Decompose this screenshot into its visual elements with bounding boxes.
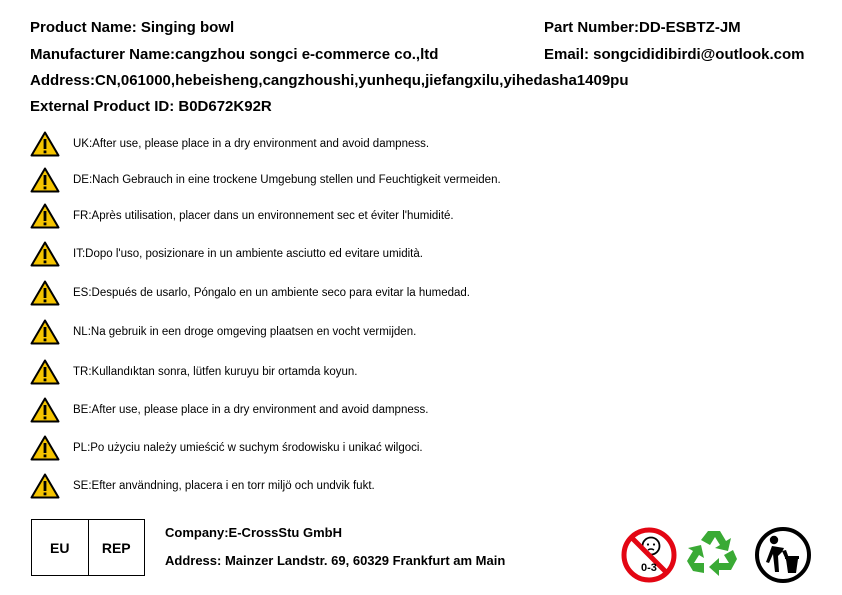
warning-triangle-icon <box>30 241 60 267</box>
warning-row <box>30 239 423 269</box>
warning-triangle-icon <box>30 167 60 193</box>
warning-triangle-icon <box>30 280 60 306</box>
warning-triangle-icon <box>30 131 60 157</box>
product-name: Product Name: Singing bowl <box>30 19 235 36</box>
warning-row <box>30 165 501 195</box>
warning-text: ES:Después de usarlo, Póngalo en un ambiente seco para evitar la humedad. <box>73 287 471 299</box>
eu-rep-company: Company:E-CrossStu GmbH <box>165 525 342 540</box>
warning-row <box>30 395 428 425</box>
warning-text: UK:After use, please place in a dry environment and avoid dampness. <box>73 138 430 150</box>
rep-label: REP <box>88 520 145 575</box>
warning-triangle-icon <box>30 203 60 229</box>
age-label: 0-3 <box>641 562 657 574</box>
warning-text: PL:Po użyciu należy umieścić w suchym środowisku i unikać wilgoci. <box>73 442 423 454</box>
warning-text: FR:Après utilisation, placer dans un environnement sec et éviter l'humidité. <box>73 210 454 222</box>
eu-label: EU <box>50 539 70 556</box>
warning-row <box>30 471 375 501</box>
warning-triangle-icon <box>30 473 60 499</box>
warning-row <box>30 201 454 231</box>
warning-text: NL:Na gebruik in een droge omgeving plaatsen en vocht vermijden. <box>73 326 417 338</box>
eu-rep-address: Address: Mainzer Landstr. 69, 60329 Frankfurt am Main <box>165 553 506 568</box>
address: Address:CN,061000,hebeisheng,cangzhoushi,yunhequ,jiefangxilu,yihedasha1409pu <box>30 72 629 89</box>
warning-text: BE:After use, please place in a dry environment and avoid dampness. <box>73 404 429 416</box>
external-product-id: External Product ID: B0D672K92R <box>30 98 272 115</box>
warning-text: DE:Nach Gebrauch in eine trockene Umgebung stellen und Feuchtigkeit vermeiden. <box>73 174 501 186</box>
warning-row <box>30 129 429 159</box>
warning-text: TR:Kullandıktan sonra, lütfen kuruyu bir ortamda koyun. <box>73 366 358 378</box>
warning-triangle-icon <box>30 397 60 423</box>
email: Email: songcididibirdi@outlook.com <box>544 46 805 63</box>
warning-row <box>30 278 470 308</box>
eu-rep-box <box>31 519 145 576</box>
warning-row <box>30 357 357 387</box>
warning-text: SE:Efter användning, placera i en torr miljö och undvik fukt. <box>73 480 375 492</box>
not-for-children-0-3-icon <box>620 527 678 583</box>
warning-triangle-icon <box>30 319 60 345</box>
warning-text: IT:Dopo l'uso, posizionare in un ambiente asciutto ed evitare umidità. <box>73 248 423 260</box>
tidyman-icon <box>752 526 814 584</box>
warning-triangle-icon <box>30 359 60 385</box>
recycle-icon <box>684 526 744 584</box>
part-number: Part Number:DD-ESBTZ-JM <box>544 19 741 36</box>
warning-row <box>30 317 416 347</box>
warning-triangle-icon <box>30 435 60 461</box>
warning-row <box>30 433 423 463</box>
manufacturer-name: Manufacturer Name:cangzhou songci e-commerce co.,ltd <box>30 46 439 63</box>
